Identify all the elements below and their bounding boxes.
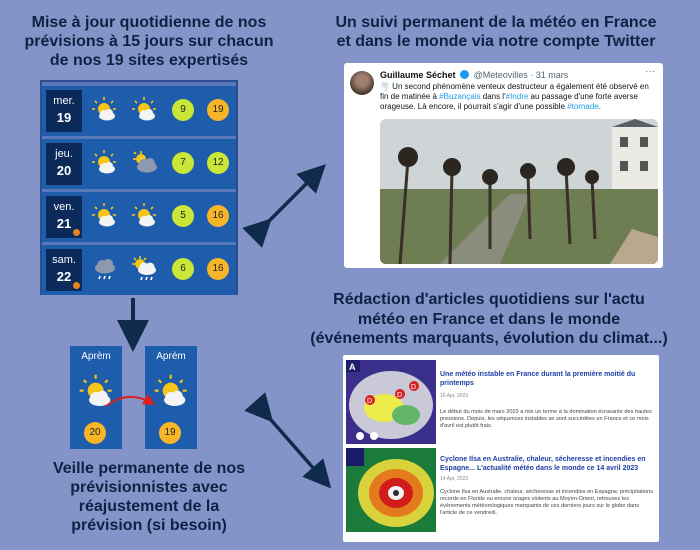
day-date: 22 [56,269,72,284]
day-name: jeu. [55,148,73,160]
article-desc: Cyclone Ilsa en Australie, chaleur, sécheresse et incendies en Espagne, précipitations records en Floride ou encore orages violents au Moyen-Orient, retrouvez les événements météorologiques marquants de ces derniers jours sur le globe dans l'article de ce vendredi. [440,489,653,516]
article-title[interactable]: Cyclone Ilsa en Australie, chaleur, sécheresse et incendies en Espagne... L'actualité météo dans le monde ce 14 avril 2023 [440,456,646,472]
day-name: ven. [53,201,75,213]
day-date: 21 [56,216,72,231]
svg-text:D: D [397,392,403,399]
hashtag-link[interactable]: #Buzançais [439,92,481,101]
twitter-heading: Un suivi permanent de la météo en France et dans le monde via notre compte Twitter [335,14,657,50]
forecast-heading: Mise à jour quotidienne de nos prévisions à 15 jours sur chacun de nos 19 sites expertisés [24,14,274,69]
more-options-icon[interactable]: ··· [645,66,655,77]
hashtag-link[interactable]: #Indre [505,92,529,101]
article-date: 14 Apr, 2023 [440,476,469,482]
article-date: 16 Apr, 2023 [440,393,469,399]
tweet-text-segment: . [598,102,601,111]
tweet-handle[interactable]: @Meteovilles [473,70,528,80]
day-name: mer. [53,95,75,107]
period-label: Aprèm [81,351,111,362]
tweet-text-segment: 🌪️ Un second phénomène venteux destructeur a également été observé en fin de matinée à [380,82,649,101]
article-desc: Le début du mois de mars 2023 a mis un terme à la domination écrasante des hautes pressions. Depuis, les séquences instables se sont succédées en France et ce mois d'avril est plutôt frais. [440,409,652,429]
svg-text:D: D [367,398,373,405]
max-temp: 16 [207,205,229,227]
double-arrow-articles [264,412,322,478]
tweet-author-line: Guillaume Séchet @Meteovilles · 31 mars [380,70,569,80]
min-temp: 6 [172,258,194,280]
article-title[interactable]: Une météo instable en France durant la première moitié du printemps [440,371,636,387]
double-arrow-twitter [262,174,316,228]
svg-text:A: A [349,362,356,372]
articles-heading: Rédaction d'articles quotidiens sur l'actu météo en France et dans le monde (événements marquants, évolution du climat...) [310,291,668,348]
max-temp: 16 [207,258,229,280]
max-temp: 12 [207,152,229,174]
adjust-arrow [106,397,150,406]
min-temp: 9 [172,99,194,121]
temp-badge: 20 [84,422,106,444]
period-label: Aprèm [156,351,186,362]
day-name: sam. [52,254,76,266]
max-temp: 19 [207,99,229,121]
tweet-author[interactable]: Guillaume Séchet [380,70,456,80]
hashtag-link[interactable]: #tornade [567,102,599,111]
min-temp: 5 [172,205,194,227]
day-date: 20 [56,163,72,178]
tweet-text-segment: au passage d'une forte averse orageuse. Là encore, il pourrait s'agir d'une possible [380,92,638,111]
day-date: 19 [56,110,72,125]
min-temp: 7 [172,152,194,174]
tweet-date[interactable]: 31 mars [535,70,569,80]
temp-badge: 19 [159,422,181,444]
veille-heading: Veille permanente de nos prévisionnistes avec réajustement de la prévision (si besoin) [52,460,246,534]
svg-text:D: D [411,384,417,391]
tweet-text-segment: dans l' [480,92,506,101]
